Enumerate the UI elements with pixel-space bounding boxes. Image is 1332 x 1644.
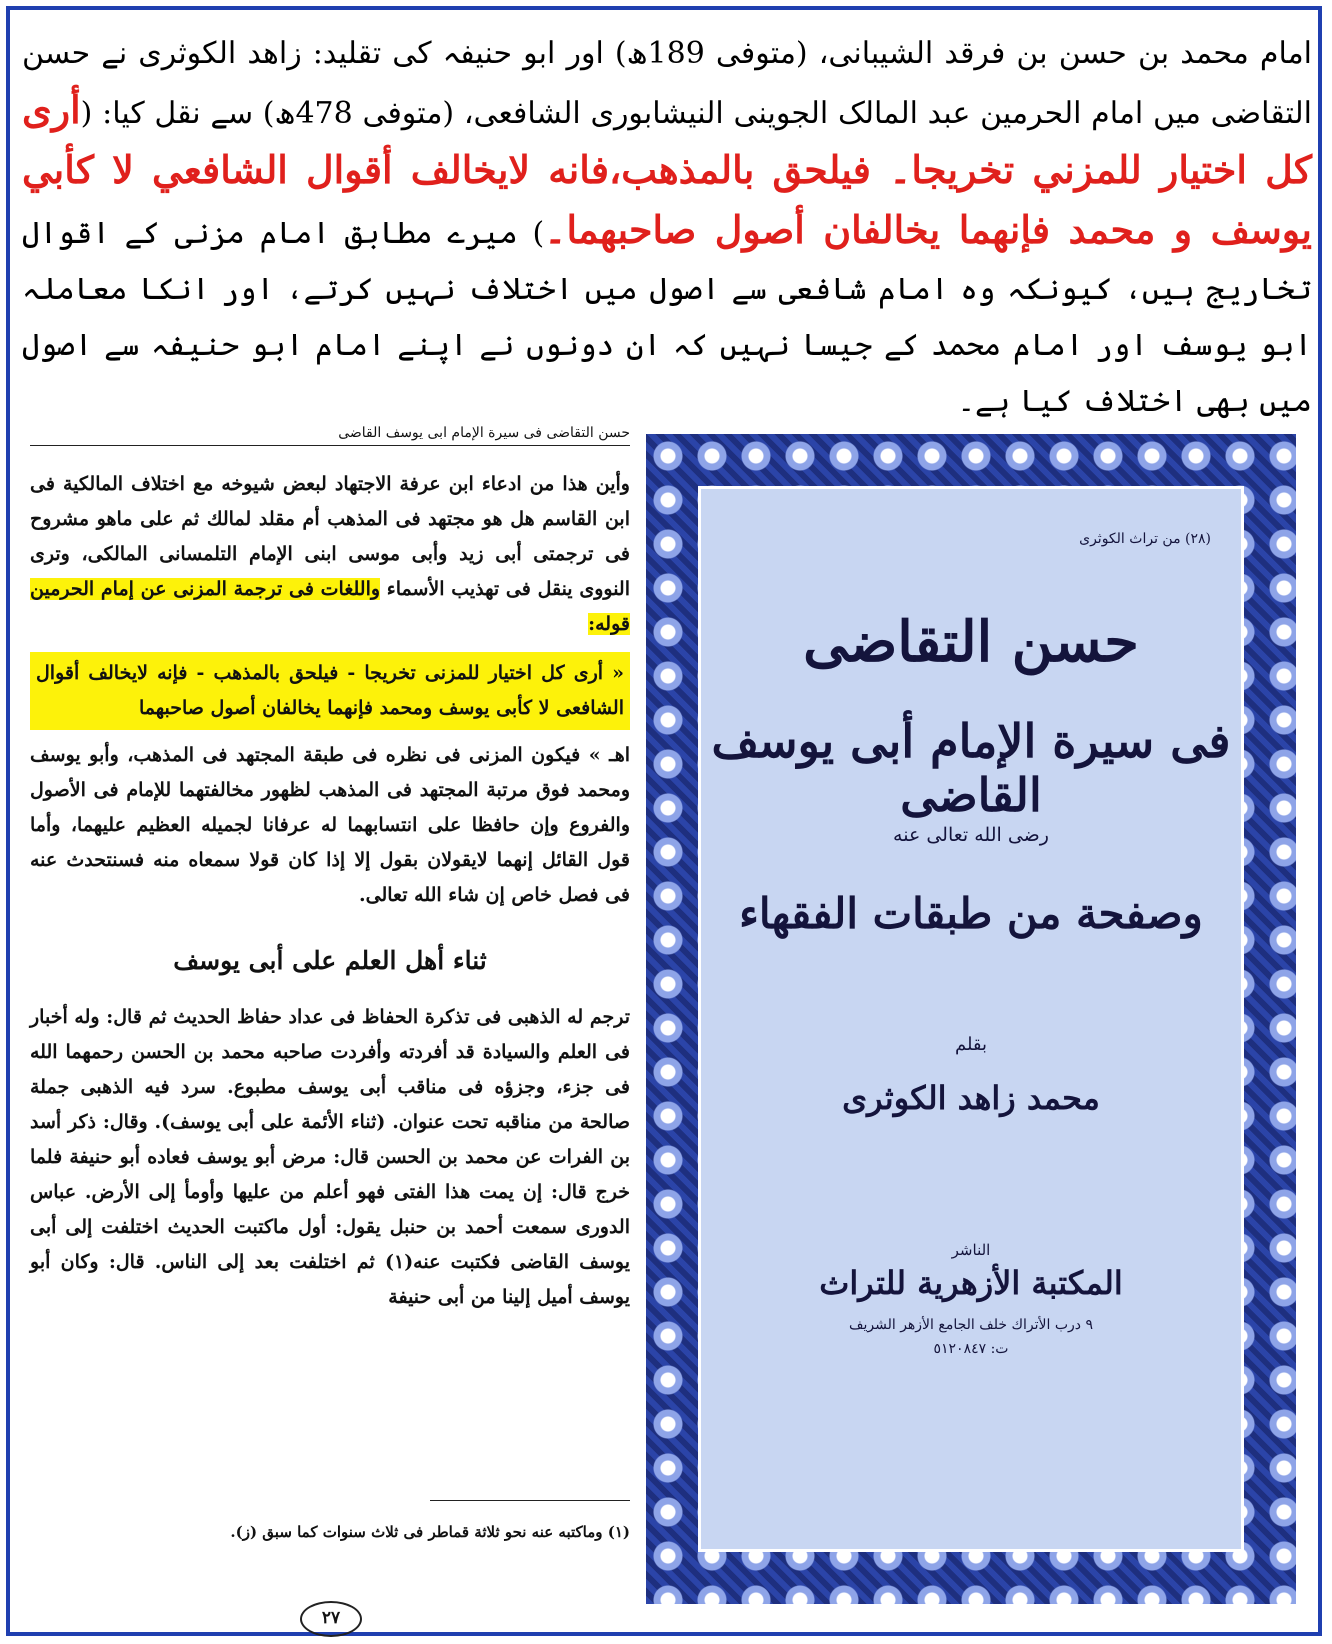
paragraph-3: ترجم له الذهبى فى تذكرة الحفاظ فى عداد حفاظ الحديث ثم قال: وله أخبار فى العلم والسيادة قد أفردته وأفردت صاحبه محمد بن الحسن رحمهما الله فى جزء، وجزؤه فى مناقب أبى يوسف مطبوع. سرد فيه الذهبى جملة صالحة من مناقبه تحت عنوان. (ثناء الأئمة على أبى يوسف). وقال: ذكر أسد بن الفرات عن محمد بن الحسن قال: مرض أبو يوسف فعاده أبو حنيفة فلما خرج قال: إن يمت هذا الفتى فهو أعلم من عليها وأومأ إلى الأرض. عباس الدورى سمعت أحمد بن حنبل يقول: أول ماكتبت الحديث اختلفت إلى أبى يوسف القاضى فكتبت عنه(١) ثم اختلفت بعد إلى الناس. قال: وكان أبو يوسف أميل إلينا من أبى حنيفة [30,1006,630,1308]
urdu-header [22,26,1312,430]
header-line2: الجوینی النیشابوری الشافعی، (متوفی 478ھ) سے نقل کیا: ( [80,96,829,131]
footnote-divider [430,1500,630,1501]
cover-panel [698,486,1244,1552]
cover-title: حسن التقاضى [803,609,1139,675]
paragraph-2: اهـ » فيكون المزنى فى نظره فى طبقة المجتهد فى المذهب، وأبو يوسف ومحمد فوق مرتبة المجتهد فى المذهب لظهور مخالفتهما للإمام فى الأصول والفروع وإن حافظا على انتسابهما له عرفانا لجميله العظيم عليهما، وأما قول القائل إنهما لايقولان بقول إلا إذا كان قولا سمعاه منه فسنتحدث عنه فى فصل خاص إن شاء الله تعالى. [30,744,630,906]
cover-blessing: رضى الله تعالى عنه [893,824,1049,846]
paragraph-1 [30,467,630,642]
cover-author: محمد زاهد الكوثرى [842,1079,1100,1117]
page-number: ٢٧ [300,1601,362,1637]
publisher-address: ٩ درب الأتراك خلف الجامع الأزهر الشريف [848,1317,1094,1333]
scanned-book-page [30,425,630,1630]
publisher-phone: ت: ٥١٢٠٨٤٧ [933,1341,1009,1357]
section-title: ثناء أهل العلم على أبى يوسف [173,946,487,975]
arabic-quote: أرى كل اختيار للمزني تخريجا۔ فيلحق بالمذهب،فانه لايخالف أقوال الشافعي لا كأبي يوسف و محمد فإنهما يخالفان أصول صاحبهما۔ [22,87,1312,252]
publisher-name: المكتبة الأزهرية للتراث [819,1264,1123,1302]
book-cover [646,434,1296,1604]
highlighted-quote: « أرى كل اختيار للمزنى تخريجا - فيلحق بالمذهب - فإنه لايخالف أقوال الشافعى لا كأبى يوسف ومحمد فإنهما يخالفان أصول صاحبهما [30,652,630,730]
cover-title-line2: فى سيرة الإمام أبى يوسف القاضى [711,714,1231,822]
cover-subtitle: وصفحة من طبقات الفقهاء [739,889,1203,938]
header-line1: امام محمد بن حسن بن فرقد الشیبانی، (متوفی 189ھ) اور ابو حنیفہ کی تقلید: زاھد الکوثری نے حسن التقاضی میں امام الحرمین عبد المالک [22,36,1312,131]
highlighted-text: واللغات فى ترجمة المزنى عن إمام الحرمين قوله: [30,578,630,635]
header-translation: ) میرے مطابق امام مزنی کے اقوال تخاریج ہیں، کیونکہ وہ امام شافعی سے اصول میں اختلاف نہیں کرتے، اور انکا معاملہ ابو یوسف اور امام محمد کے جیسا نہیں کہ ان دونوں نے اپنے امام ابو حنیفہ سے اصول میں بھی اختلاف کیا ہے۔ [22,216,1312,419]
paragraph-1-text: وأين هذا من ادعاء ابن عرفة الاجتهاد لبعض شيوخه مع اختلاف المالكية فى ابن القاسم هل هو مجتهد فى المذهب أم مقلد لمالك ثم على ماهو مشروح فى ترجمتى أبى زيد وأبى موسى ابنى الإمام التلمسانى المالكى، وترى النووى ينقل فى تهذيب الأسماء [30,473,630,600]
publisher-label: الناشر [951,1241,991,1259]
header-paragraph [22,26,1312,430]
footnote: (١) وماكتبه عنه نحو ثلاثة قماطر فى ثلاث سنوات كما سبق (ز). [230,1523,630,1541]
book-body [30,467,630,1315]
by-label: بقلم [954,1034,988,1055]
running-head: حسن التقاضى فى سيرة الإمام ابى يوسف القاضى [30,425,630,446]
series-label: (٢٨) من تراث الكوثرى [1079,531,1211,547]
